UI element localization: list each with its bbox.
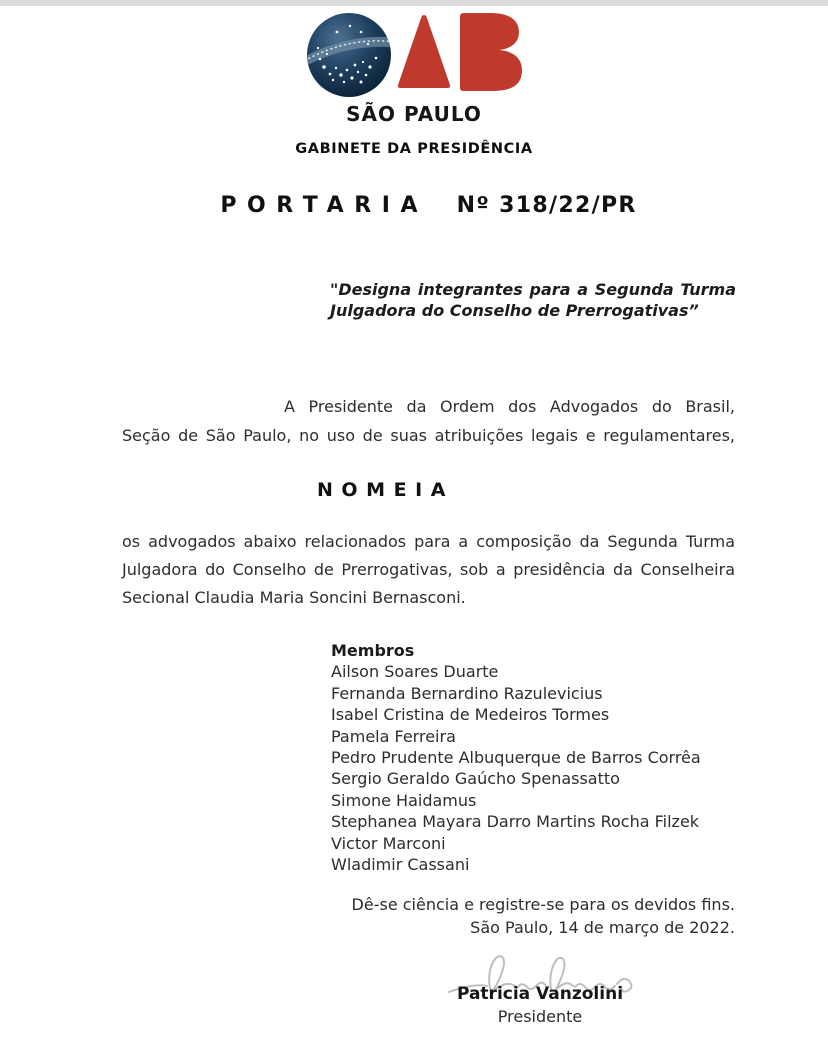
title-number: Nº 318/22/PR xyxy=(456,193,637,218)
preamble-paragraph xyxy=(122,392,735,450)
member-name: Victor Marconi xyxy=(331,833,446,853)
members-list xyxy=(331,640,701,875)
member-name: Simone Haidamus xyxy=(331,790,477,810)
closing-block xyxy=(122,893,735,939)
member-name: Stephanea Mayara Darro Martins Rocha Filzek xyxy=(331,812,700,832)
closing-line: São Paulo, 14 de março de 2022. xyxy=(470,918,735,937)
paragraph-line: Julgadora do Conselho de Prerrogativas, sob a presidência da Conselheira xyxy=(122,560,735,579)
member-name: Sergio Geraldo Gaúcho Spenassatto xyxy=(331,769,620,789)
globe-icon xyxy=(306,12,392,98)
members-heading: Membros xyxy=(331,641,415,660)
signature-block xyxy=(380,948,700,1026)
action-heading: NOMEIA xyxy=(316,479,454,501)
epigraph xyxy=(330,279,736,321)
epigraph-line: "Designa integrantes para a Segunda Turma xyxy=(330,280,736,299)
paragraph-line: A Presidente da Ordem dos Advogados do Brasil, xyxy=(284,397,735,416)
logo-office: GABINETE DA PRESIDÊNCIA xyxy=(295,141,533,157)
paragraph-line: Secional Claudia Maria Soncini Bernasconi. xyxy=(122,588,466,607)
signatory-role: Presidente xyxy=(497,1007,583,1026)
paragraph-line: os advogados abaixo relacionados para a composição da Segunda Turma xyxy=(122,532,735,551)
member-name: Pamela Ferreira xyxy=(331,726,456,746)
member-name: Fernanda Bernardino Razulevicius xyxy=(331,683,603,703)
member-name: Ailson Soares Duarte xyxy=(331,662,499,682)
oab-logo xyxy=(28,10,800,98)
logo-region: SÃO PAULO xyxy=(346,102,482,126)
letter-b-icon xyxy=(456,13,522,98)
letter-a-icon xyxy=(397,13,451,98)
signatory-name: Patricia Vanzolini xyxy=(456,984,624,1004)
body-paragraph xyxy=(122,528,735,612)
top-edge-strip xyxy=(0,0,828,6)
epigraph-line: Julgadora do Conselho de Prerrogativas” xyxy=(330,301,699,320)
closing-line: Dê-se ciência e registre-se para os devidos fins. xyxy=(351,895,735,914)
member-name: Pedro Prudente Albuquerque de Barros Corrêa xyxy=(331,748,701,768)
member-name: Wladimir Cassani xyxy=(331,855,470,875)
letterhead xyxy=(28,10,800,157)
document-title xyxy=(122,193,735,218)
title-word: PORTARIA xyxy=(220,193,429,218)
paragraph-line: Seção de São Paulo, no uso de suas atribuições legais e regulamentares, xyxy=(122,426,735,445)
member-name: Isabel Cristina de Medeiros Tormes xyxy=(331,705,610,725)
